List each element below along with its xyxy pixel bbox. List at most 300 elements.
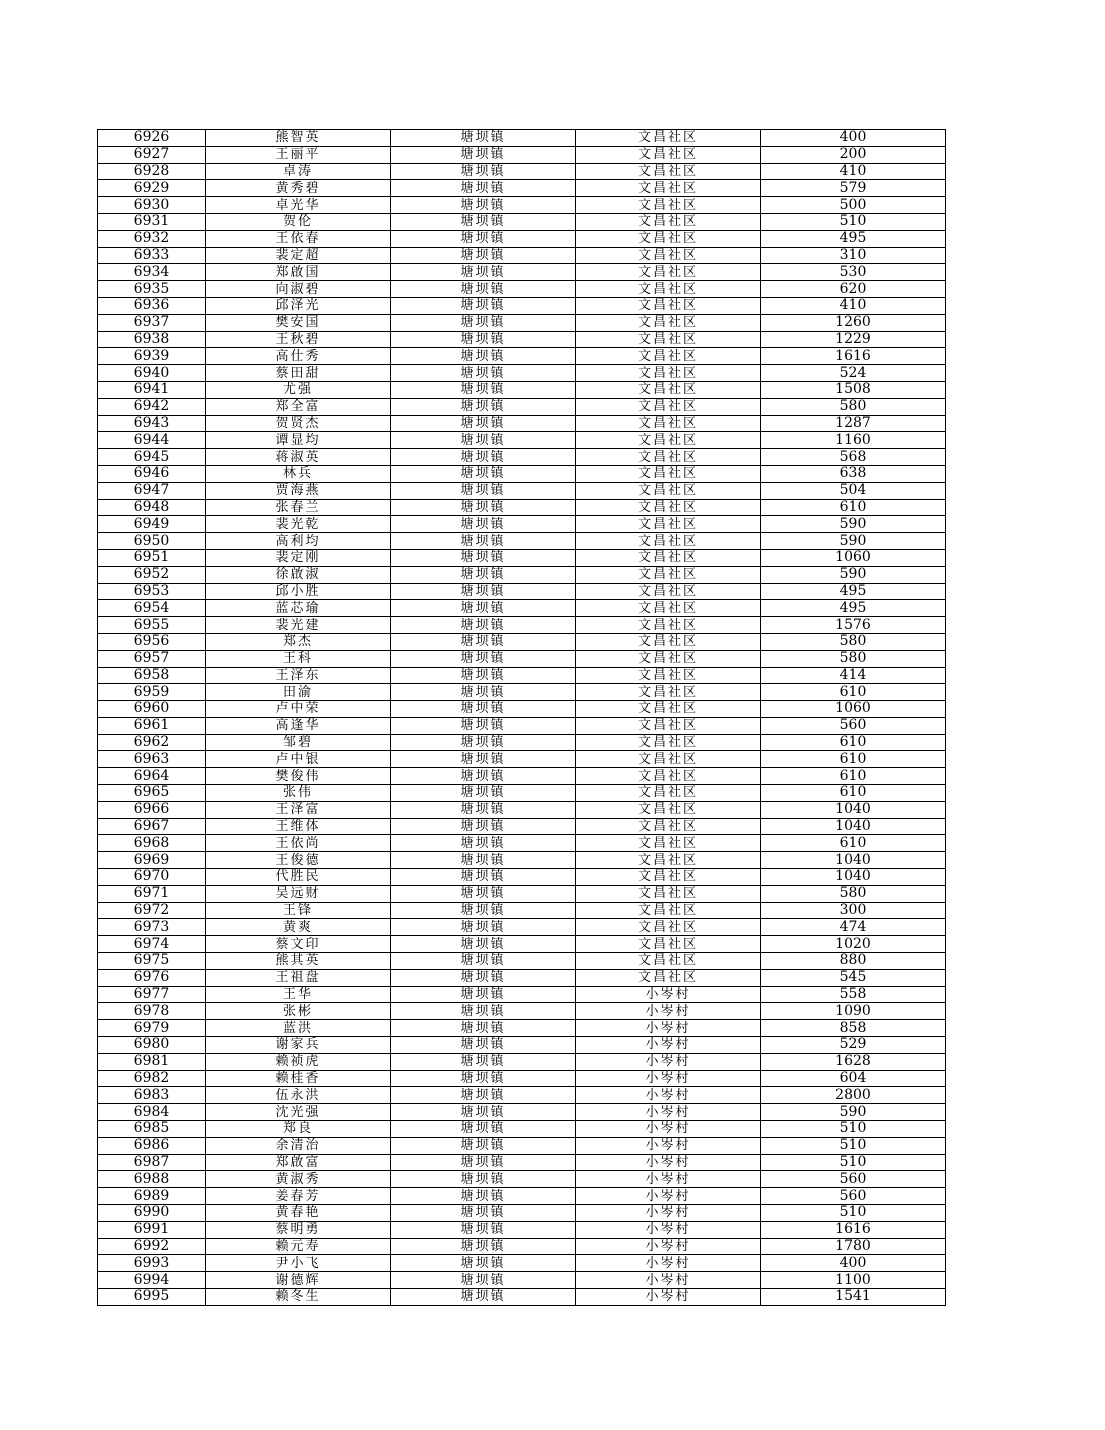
town-cell: 塘坝镇 xyxy=(391,818,576,835)
row-number-cell: 6990 xyxy=(98,1205,206,1222)
row-number-cell: 6958 xyxy=(98,667,206,684)
row-number-cell: 6962 xyxy=(98,734,206,751)
row-number-cell: 6970 xyxy=(98,869,206,886)
row-number-cell: 6937 xyxy=(98,314,206,331)
table-row xyxy=(98,1205,946,1222)
village-cell: 文昌社区 xyxy=(576,331,761,348)
row-number-cell: 6979 xyxy=(98,1020,206,1037)
name-cell: 姜春芳 xyxy=(206,1188,391,1205)
village-cell: 文昌社区 xyxy=(576,583,761,600)
village-cell: 文昌社区 xyxy=(576,264,761,281)
amount-cell: 1616 xyxy=(761,1221,946,1238)
amount-cell: 590 xyxy=(761,516,946,533)
name-cell: 贺伦 xyxy=(206,213,391,230)
name-cell: 黄秀碧 xyxy=(206,180,391,197)
village-cell: 文昌社区 xyxy=(576,734,761,751)
name-cell: 吴远财 xyxy=(206,885,391,902)
town-cell: 塘坝镇 xyxy=(391,600,576,617)
name-cell: 裴光乾 xyxy=(206,516,391,533)
table-row xyxy=(98,1070,946,1087)
village-cell: 小岑村 xyxy=(576,986,761,1003)
table-row xyxy=(98,365,946,382)
name-cell: 蓝洪 xyxy=(206,1020,391,1037)
table-row xyxy=(98,852,946,869)
row-number-cell: 6951 xyxy=(98,549,206,566)
name-cell: 王维体 xyxy=(206,818,391,835)
table-row xyxy=(98,247,946,264)
row-number-cell: 6959 xyxy=(98,684,206,701)
table-row xyxy=(98,264,946,281)
amount-cell: 1160 xyxy=(761,432,946,449)
name-cell: 尹小飞 xyxy=(206,1255,391,1272)
row-number-cell: 6949 xyxy=(98,516,206,533)
row-number-cell: 6981 xyxy=(98,1053,206,1070)
town-cell: 塘坝镇 xyxy=(391,919,576,936)
row-number-cell: 6928 xyxy=(98,163,206,180)
town-cell: 塘坝镇 xyxy=(391,1255,576,1272)
row-number-cell: 6980 xyxy=(98,1037,206,1054)
amount-cell: 400 xyxy=(761,130,946,147)
name-cell: 樊安国 xyxy=(206,314,391,331)
table-row xyxy=(98,902,946,919)
town-cell: 塘坝镇 xyxy=(391,482,576,499)
town-cell: 塘坝镇 xyxy=(391,801,576,818)
village-cell: 小岑村 xyxy=(576,1053,761,1070)
name-cell: 伍永洪 xyxy=(206,1087,391,1104)
village-cell: 文昌社区 xyxy=(576,297,761,314)
table-row xyxy=(98,650,946,667)
town-cell: 塘坝镇 xyxy=(391,1037,576,1054)
name-cell: 黄爽 xyxy=(206,919,391,936)
village-cell: 文昌社区 xyxy=(576,633,761,650)
town-cell: 塘坝镇 xyxy=(391,314,576,331)
town-cell: 塘坝镇 xyxy=(391,936,576,953)
village-cell: 文昌社区 xyxy=(576,785,761,802)
name-cell: 熊其英 xyxy=(206,953,391,970)
name-cell: 王锋 xyxy=(206,902,391,919)
row-number-cell: 6994 xyxy=(98,1272,206,1289)
table-row xyxy=(98,600,946,617)
village-cell: 文昌社区 xyxy=(576,449,761,466)
table-row xyxy=(98,549,946,566)
amount-cell: 1260 xyxy=(761,314,946,331)
town-cell: 塘坝镇 xyxy=(391,297,576,314)
village-cell: 文昌社区 xyxy=(576,566,761,583)
village-cell: 文昌社区 xyxy=(576,365,761,382)
village-cell: 小岑村 xyxy=(576,1154,761,1171)
row-number-cell: 6944 xyxy=(98,432,206,449)
amount-cell: 1628 xyxy=(761,1053,946,1070)
row-number-cell: 6941 xyxy=(98,381,206,398)
table-row xyxy=(98,197,946,214)
amount-cell: 610 xyxy=(761,751,946,768)
amount-cell: 529 xyxy=(761,1037,946,1054)
table-row xyxy=(98,986,946,1003)
table-row xyxy=(98,869,946,886)
town-cell: 塘坝镇 xyxy=(391,1154,576,1171)
town-cell: 塘坝镇 xyxy=(391,650,576,667)
name-cell: 熊智英 xyxy=(206,130,391,147)
row-number-cell: 6961 xyxy=(98,717,206,734)
table-row xyxy=(98,1020,946,1037)
row-number-cell: 6977 xyxy=(98,986,206,1003)
town-cell: 塘坝镇 xyxy=(391,885,576,902)
name-cell: 王俊德 xyxy=(206,852,391,869)
table-row xyxy=(98,1121,946,1138)
table-row xyxy=(98,1087,946,1104)
town-cell: 塘坝镇 xyxy=(391,701,576,718)
village-cell: 文昌社区 xyxy=(576,180,761,197)
name-cell: 邱泽光 xyxy=(206,297,391,314)
amount-cell: 545 xyxy=(761,969,946,986)
row-number-cell: 6954 xyxy=(98,600,206,617)
town-cell: 塘坝镇 xyxy=(391,1053,576,1070)
table-row xyxy=(98,180,946,197)
row-number-cell: 6953 xyxy=(98,583,206,600)
village-cell: 文昌社区 xyxy=(576,667,761,684)
village-cell: 文昌社区 xyxy=(576,230,761,247)
row-number-cell: 6936 xyxy=(98,297,206,314)
row-number-cell: 6945 xyxy=(98,449,206,466)
village-cell: 小岑村 xyxy=(576,1020,761,1037)
table-row xyxy=(98,163,946,180)
village-cell: 文昌社区 xyxy=(576,197,761,214)
town-cell: 塘坝镇 xyxy=(391,1188,576,1205)
town-cell: 塘坝镇 xyxy=(391,1171,576,1188)
row-number-cell: 6987 xyxy=(98,1154,206,1171)
town-cell: 塘坝镇 xyxy=(391,146,576,163)
table-row xyxy=(98,297,946,314)
table-row xyxy=(98,331,946,348)
village-cell: 小岑村 xyxy=(576,1137,761,1154)
name-cell: 王祖盘 xyxy=(206,969,391,986)
name-cell: 赖元寿 xyxy=(206,1238,391,1255)
name-cell: 蓝芯瑜 xyxy=(206,600,391,617)
amount-cell: 568 xyxy=(761,449,946,466)
amount-cell: 579 xyxy=(761,180,946,197)
table-row xyxy=(98,818,946,835)
table-row xyxy=(98,1053,946,1070)
amount-cell: 604 xyxy=(761,1070,946,1087)
village-cell: 文昌社区 xyxy=(576,701,761,718)
amount-cell: 1060 xyxy=(761,701,946,718)
name-cell: 卓涛 xyxy=(206,163,391,180)
village-cell: 小岑村 xyxy=(576,1205,761,1222)
town-cell: 塘坝镇 xyxy=(391,213,576,230)
row-number-cell: 6964 xyxy=(98,768,206,785)
amount-cell: 590 xyxy=(761,1104,946,1121)
town-cell: 塘坝镇 xyxy=(391,1121,576,1138)
table-row xyxy=(98,1188,946,1205)
table-row xyxy=(98,751,946,768)
amount-cell: 1508 xyxy=(761,381,946,398)
village-cell: 文昌社区 xyxy=(576,835,761,852)
table-row xyxy=(98,1003,946,1020)
village-cell: 文昌社区 xyxy=(576,163,761,180)
amount-cell: 580 xyxy=(761,398,946,415)
row-number-cell: 6992 xyxy=(98,1238,206,1255)
name-cell: 高逢华 xyxy=(206,717,391,734)
amount-cell: 1040 xyxy=(761,801,946,818)
village-cell: 文昌社区 xyxy=(576,398,761,415)
name-cell: 黄淑秀 xyxy=(206,1171,391,1188)
village-cell: 文昌社区 xyxy=(576,969,761,986)
amount-cell: 310 xyxy=(761,247,946,264)
town-cell: 塘坝镇 xyxy=(391,1070,576,1087)
town-cell: 塘坝镇 xyxy=(391,1272,576,1289)
amount-cell: 880 xyxy=(761,953,946,970)
name-cell: 谢德辉 xyxy=(206,1272,391,1289)
amount-cell: 1090 xyxy=(761,1003,946,1020)
amount-cell: 558 xyxy=(761,986,946,1003)
name-cell: 蔡明勇 xyxy=(206,1221,391,1238)
amount-cell: 510 xyxy=(761,1137,946,1154)
town-cell: 塘坝镇 xyxy=(391,499,576,516)
name-cell: 高仕秀 xyxy=(206,348,391,365)
row-number-cell: 6986 xyxy=(98,1137,206,1154)
town-cell: 塘坝镇 xyxy=(391,617,576,634)
village-cell: 小岑村 xyxy=(576,1037,761,1054)
table-row xyxy=(98,1238,946,1255)
table-row xyxy=(98,130,946,147)
village-cell: 文昌社区 xyxy=(576,533,761,550)
village-cell: 文昌社区 xyxy=(576,617,761,634)
table-row xyxy=(98,701,946,718)
name-cell: 贾海燕 xyxy=(206,482,391,499)
amount-cell: 510 xyxy=(761,213,946,230)
row-number-cell: 6934 xyxy=(98,264,206,281)
row-number-cell: 6976 xyxy=(98,969,206,986)
town-cell: 塘坝镇 xyxy=(391,684,576,701)
village-cell: 小岑村 xyxy=(576,1188,761,1205)
row-number-cell: 6971 xyxy=(98,885,206,902)
village-cell: 文昌社区 xyxy=(576,146,761,163)
table-row xyxy=(98,801,946,818)
name-cell: 裴定超 xyxy=(206,247,391,264)
name-cell: 王依春 xyxy=(206,230,391,247)
name-cell: 尤强 xyxy=(206,381,391,398)
town-cell: 塘坝镇 xyxy=(391,566,576,583)
amount-cell: 504 xyxy=(761,482,946,499)
name-cell: 赖桂香 xyxy=(206,1070,391,1087)
village-cell: 文昌社区 xyxy=(576,684,761,701)
name-cell: 裴光建 xyxy=(206,617,391,634)
town-cell: 塘坝镇 xyxy=(391,197,576,214)
village-cell: 小岑村 xyxy=(576,1221,761,1238)
row-number-cell: 6940 xyxy=(98,365,206,382)
town-cell: 塘坝镇 xyxy=(391,751,576,768)
amount-cell: 1040 xyxy=(761,852,946,869)
table-row xyxy=(98,1137,946,1154)
village-cell: 小岑村 xyxy=(576,1121,761,1138)
row-number-cell: 6932 xyxy=(98,230,206,247)
table-row xyxy=(98,936,946,953)
town-cell: 塘坝镇 xyxy=(391,130,576,147)
amount-cell: 1020 xyxy=(761,936,946,953)
table-row xyxy=(98,1171,946,1188)
village-cell: 文昌社区 xyxy=(576,281,761,298)
row-number-cell: 6942 xyxy=(98,398,206,415)
row-number-cell: 6983 xyxy=(98,1087,206,1104)
town-cell: 塘坝镇 xyxy=(391,852,576,869)
amount-cell: 638 xyxy=(761,465,946,482)
village-cell: 小岑村 xyxy=(576,1003,761,1020)
name-cell: 张春兰 xyxy=(206,499,391,516)
name-cell: 王泽富 xyxy=(206,801,391,818)
table-row xyxy=(98,146,946,163)
amount-cell: 1780 xyxy=(761,1238,946,1255)
table-row xyxy=(98,533,946,550)
name-cell: 卓光华 xyxy=(206,197,391,214)
village-cell: 文昌社区 xyxy=(576,902,761,919)
row-number-cell: 6960 xyxy=(98,701,206,718)
table-row xyxy=(98,734,946,751)
row-number-cell: 6967 xyxy=(98,818,206,835)
table-row xyxy=(98,230,946,247)
name-cell: 沈光强 xyxy=(206,1104,391,1121)
table-row xyxy=(98,953,946,970)
name-cell: 邱小胜 xyxy=(206,583,391,600)
amount-cell: 580 xyxy=(761,885,946,902)
town-cell: 塘坝镇 xyxy=(391,633,576,650)
amount-cell: 1287 xyxy=(761,415,946,432)
town-cell: 塘坝镇 xyxy=(391,986,576,1003)
town-cell: 塘坝镇 xyxy=(391,381,576,398)
town-cell: 塘坝镇 xyxy=(391,583,576,600)
table-row xyxy=(98,516,946,533)
table-row xyxy=(98,885,946,902)
name-cell: 代胜民 xyxy=(206,869,391,886)
amount-cell: 495 xyxy=(761,600,946,617)
town-cell: 塘坝镇 xyxy=(391,785,576,802)
name-cell: 王丽平 xyxy=(206,146,391,163)
village-cell: 文昌社区 xyxy=(576,415,761,432)
amount-cell: 510 xyxy=(761,1205,946,1222)
name-cell: 张伟 xyxy=(206,785,391,802)
name-cell: 田渝 xyxy=(206,684,391,701)
row-number-cell: 6943 xyxy=(98,415,206,432)
village-cell: 小岑村 xyxy=(576,1288,761,1305)
row-number-cell: 6935 xyxy=(98,281,206,298)
town-cell: 塘坝镇 xyxy=(391,415,576,432)
town-cell: 塘坝镇 xyxy=(391,398,576,415)
name-cell: 郑良 xyxy=(206,1121,391,1138)
name-cell: 赖祯虎 xyxy=(206,1053,391,1070)
name-cell: 张彬 xyxy=(206,1003,391,1020)
table-body xyxy=(98,130,946,1306)
village-cell: 小岑村 xyxy=(576,1238,761,1255)
table-row xyxy=(98,314,946,331)
village-cell: 文昌社区 xyxy=(576,432,761,449)
table-row xyxy=(98,583,946,600)
town-cell: 塘坝镇 xyxy=(391,365,576,382)
amount-cell: 495 xyxy=(761,583,946,600)
row-number-cell: 6972 xyxy=(98,902,206,919)
amount-cell: 610 xyxy=(761,499,946,516)
data-table xyxy=(97,129,946,1306)
table-row xyxy=(98,432,946,449)
row-number-cell: 6965 xyxy=(98,785,206,802)
village-cell: 文昌社区 xyxy=(576,482,761,499)
amount-cell: 200 xyxy=(761,146,946,163)
row-number-cell: 6968 xyxy=(98,835,206,852)
town-cell: 塘坝镇 xyxy=(391,1221,576,1238)
town-cell: 塘坝镇 xyxy=(391,768,576,785)
amount-cell: 414 xyxy=(761,667,946,684)
amount-cell: 2800 xyxy=(761,1087,946,1104)
village-cell: 小岑村 xyxy=(576,1272,761,1289)
row-number-cell: 6991 xyxy=(98,1221,206,1238)
amount-cell: 510 xyxy=(761,1154,946,1171)
amount-cell: 495 xyxy=(761,230,946,247)
table-row xyxy=(98,919,946,936)
town-cell: 塘坝镇 xyxy=(391,667,576,684)
name-cell: 王依尚 xyxy=(206,835,391,852)
name-cell: 樊俊伟 xyxy=(206,768,391,785)
amount-cell: 610 xyxy=(761,785,946,802)
village-cell: 文昌社区 xyxy=(576,516,761,533)
name-cell: 王华 xyxy=(206,986,391,1003)
amount-cell: 1040 xyxy=(761,818,946,835)
town-cell: 塘坝镇 xyxy=(391,516,576,533)
amount-cell: 560 xyxy=(761,717,946,734)
amount-cell: 400 xyxy=(761,1255,946,1272)
town-cell: 塘坝镇 xyxy=(391,1087,576,1104)
name-cell: 余清治 xyxy=(206,1137,391,1154)
table-row xyxy=(98,717,946,734)
row-number-cell: 6973 xyxy=(98,919,206,936)
amount-cell: 1100 xyxy=(761,1272,946,1289)
village-cell: 文昌社区 xyxy=(576,919,761,936)
table-row xyxy=(98,768,946,785)
amount-cell: 524 xyxy=(761,365,946,382)
town-cell: 塘坝镇 xyxy=(391,1104,576,1121)
name-cell: 邹碧 xyxy=(206,734,391,751)
row-number-cell: 6956 xyxy=(98,633,206,650)
village-cell: 文昌社区 xyxy=(576,381,761,398)
village-cell: 文昌社区 xyxy=(576,717,761,734)
amount-cell: 610 xyxy=(761,684,946,701)
name-cell: 贺贤杰 xyxy=(206,415,391,432)
town-cell: 塘坝镇 xyxy=(391,163,576,180)
village-cell: 文昌社区 xyxy=(576,499,761,516)
row-number-cell: 6985 xyxy=(98,1121,206,1138)
name-cell: 王科 xyxy=(206,650,391,667)
name-cell: 卢中荣 xyxy=(206,701,391,718)
town-cell: 塘坝镇 xyxy=(391,432,576,449)
amount-cell: 500 xyxy=(761,197,946,214)
table-row xyxy=(98,398,946,415)
table-row xyxy=(98,684,946,701)
row-number-cell: 6926 xyxy=(98,130,206,147)
village-cell: 文昌社区 xyxy=(576,314,761,331)
row-number-cell: 6969 xyxy=(98,852,206,869)
table-row xyxy=(98,835,946,852)
name-cell: 徐啟淑 xyxy=(206,566,391,583)
row-number-cell: 6988 xyxy=(98,1171,206,1188)
town-cell: 塘坝镇 xyxy=(391,1137,576,1154)
table-row xyxy=(98,482,946,499)
row-number-cell: 6966 xyxy=(98,801,206,818)
village-cell: 小岑村 xyxy=(576,1104,761,1121)
town-cell: 塘坝镇 xyxy=(391,835,576,852)
town-cell: 塘坝镇 xyxy=(391,264,576,281)
amount-cell: 560 xyxy=(761,1171,946,1188)
name-cell: 谢家兵 xyxy=(206,1037,391,1054)
village-cell: 文昌社区 xyxy=(576,852,761,869)
table-row xyxy=(98,785,946,802)
row-number-cell: 6933 xyxy=(98,247,206,264)
